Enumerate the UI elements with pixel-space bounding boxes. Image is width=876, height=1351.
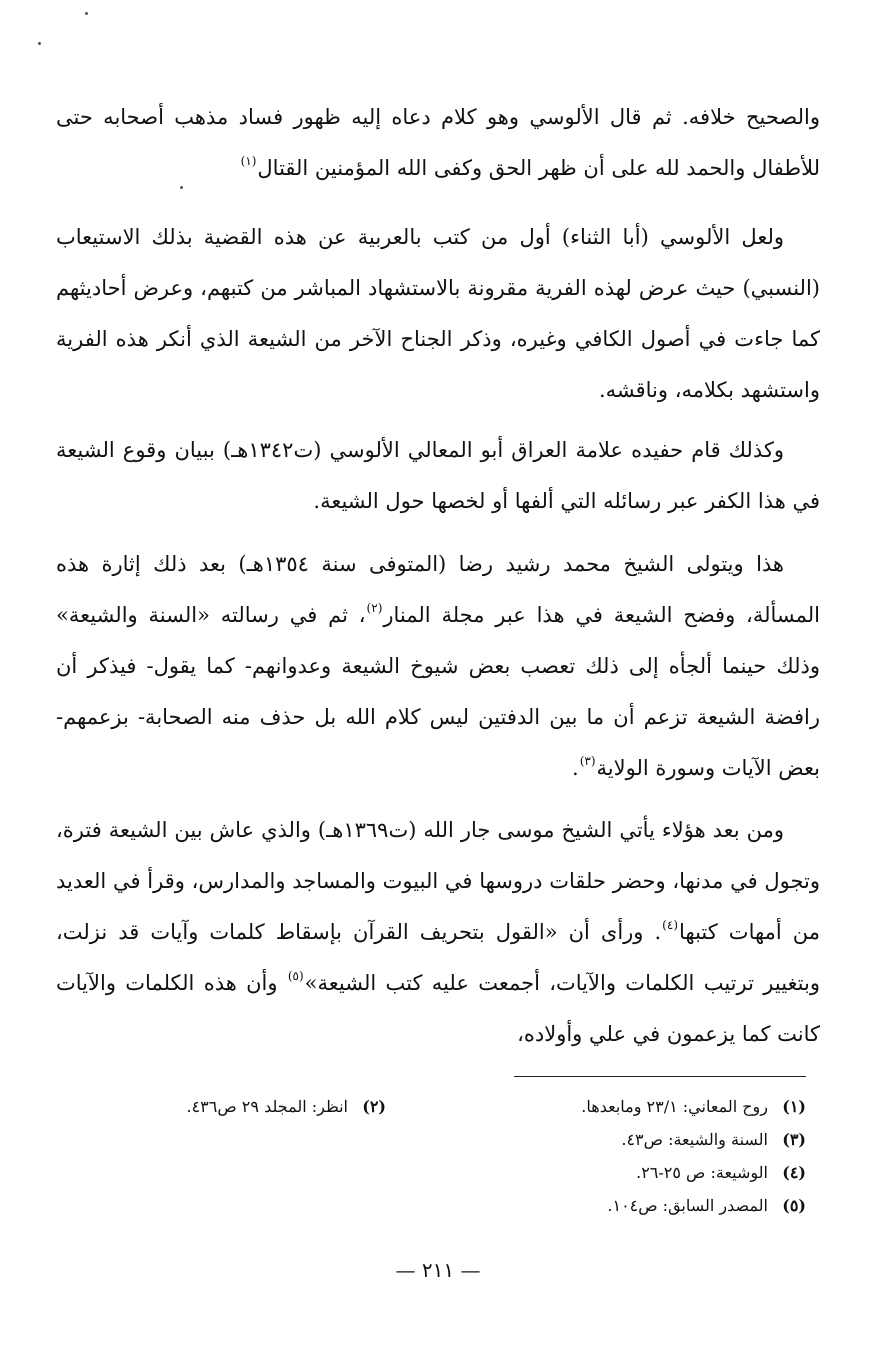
footnotes: [98, 1090, 806, 1222]
page-number: — ٢١١ —: [395, 1258, 481, 1282]
footnote-row: [98, 1123, 806, 1156]
footnote-number: (٣): [782, 1130, 806, 1149]
footnote-row: [98, 1090, 806, 1123]
paragraph-2: [56, 212, 820, 416]
footnote-number: (٥): [782, 1196, 806, 1215]
paragraph-text: وكذلك قام حفيده علامة العراق أبو المعالي الألوسي (ت١٣٤٢هـ) ببيان وقوع الشيعة في هذا الكفر عبر رسائله التي ألفها أو لخصها حول الشيعة.: [56, 438, 820, 513]
paragraph-text: هذا ويتولى الشيخ محمد رشيد رضا (المتوفى سنة ١٣٥٤هـ) بعد ذلك إثارة هذه المسألة، وفضح الشيعة في هذا عبر مجلة المنار: [56, 552, 820, 627]
footnote-number: (١): [782, 1097, 806, 1116]
footnote-2: [186, 1097, 386, 1116]
footnote-divider: [514, 1076, 806, 1077]
footnote-3: [386, 1130, 806, 1149]
paragraph-1: [56, 92, 820, 194]
paragraph-text: ولعل الألوسي (أبا الثناء) أول من كتب بالعربية عن هذه القضية بذلك الاستيعاب (النسبي) حيث عرض لهذه الفرية مقرونة بالاستشهاد المباشر من كتبهم، وعرض أحاديثهم كما جاءت في أصول الكافي وغيره، وذكر الجناح الآخر من الشيعة الذي أنكر هذه الفرية واستشهد بكلامه، وناقشه.: [56, 225, 820, 402]
footnote-row: [98, 1156, 806, 1189]
footnote-marker: (٢): [366, 601, 383, 615]
paragraph-text: والصحيح خلافه. ثم قال الألوسي وهو كلام دعاه إليه ظهور فساد مذهب أصحابه حتى للأطفال والحمد لله على أن ظهر الحق وكفى الله المؤمنين القتال: [56, 105, 820, 180]
paragraph-text: ومن بعد هؤلاء يأتي الشيخ موسى جار الله (ت١٣٦٩هـ) والذي عاش بين الشيعة فترة، وتجول في مدنها، وحضر حلقات دروسها في البيوت والمساجد والمدارس، وقرأ في العديد من أمهات كتبها: [56, 818, 821, 944]
footnote-marker: (١): [240, 154, 257, 168]
paragraph-5: [56, 805, 820, 1060]
paragraph-4: [56, 539, 820, 794]
footnote-marker: (٤): [662, 918, 678, 932]
paragraph-3: [56, 425, 820, 527]
footnote-row: [98, 1189, 806, 1222]
paragraph-text: ، ثم في رسالته «السنة والشيعة» وذلك حينما ألجأه إلى ذلك تعصب بعض شيوخ الشيعة وعدوانهم- كما يقول- فيذكر أن رافضة الشيعة تزعم أن ما بين الدفتين ليس كلام الله بل حذف منه الصحابة- بزعمهم- بعض الآيات وسورة الولاية: [56, 603, 820, 780]
footnote-5: [386, 1196, 806, 1215]
footnote-marker: (٥): [287, 969, 304, 983]
paragraph-text: . ورأى أن «القول بتحريف القرآن بإسقاط كلمات وآيات قد نزلت، وبتغيير ترتيب الكلمات والآيات، أجمعت عليه كتب الشيعة»: [56, 920, 820, 995]
footnote-number: (٢): [362, 1097, 386, 1116]
footnote-text: الوشيعة: ص ٢٥-٢٦.: [636, 1163, 768, 1182]
paragraph-text: وأن هذه الكلمات والآيات كانت كما يزعمون في علي وأولاده،: [56, 971, 820, 1046]
footnote-text: المصدر السابق: ص١٠٤.: [607, 1196, 768, 1215]
footnote-4: [386, 1163, 806, 1182]
footnote-text: روح المعاني: ٢٣/١ ومابعدها.: [581, 1097, 768, 1116]
footnote-text: انظر: المجلد ٢٩ ص٤٣٦.: [186, 1097, 348, 1116]
main-text: [56, 92, 820, 1060]
footnote-text: السنة والشيعة: ص٤٣.: [621, 1130, 768, 1149]
footnote-number: (٤): [782, 1163, 806, 1182]
footnote-1: [386, 1097, 806, 1116]
scan-speck: [85, 12, 88, 15]
footnote-marker: (٣): [579, 754, 596, 768]
paragraph-text: .: [572, 756, 579, 780]
scan-speck: [38, 42, 41, 45]
